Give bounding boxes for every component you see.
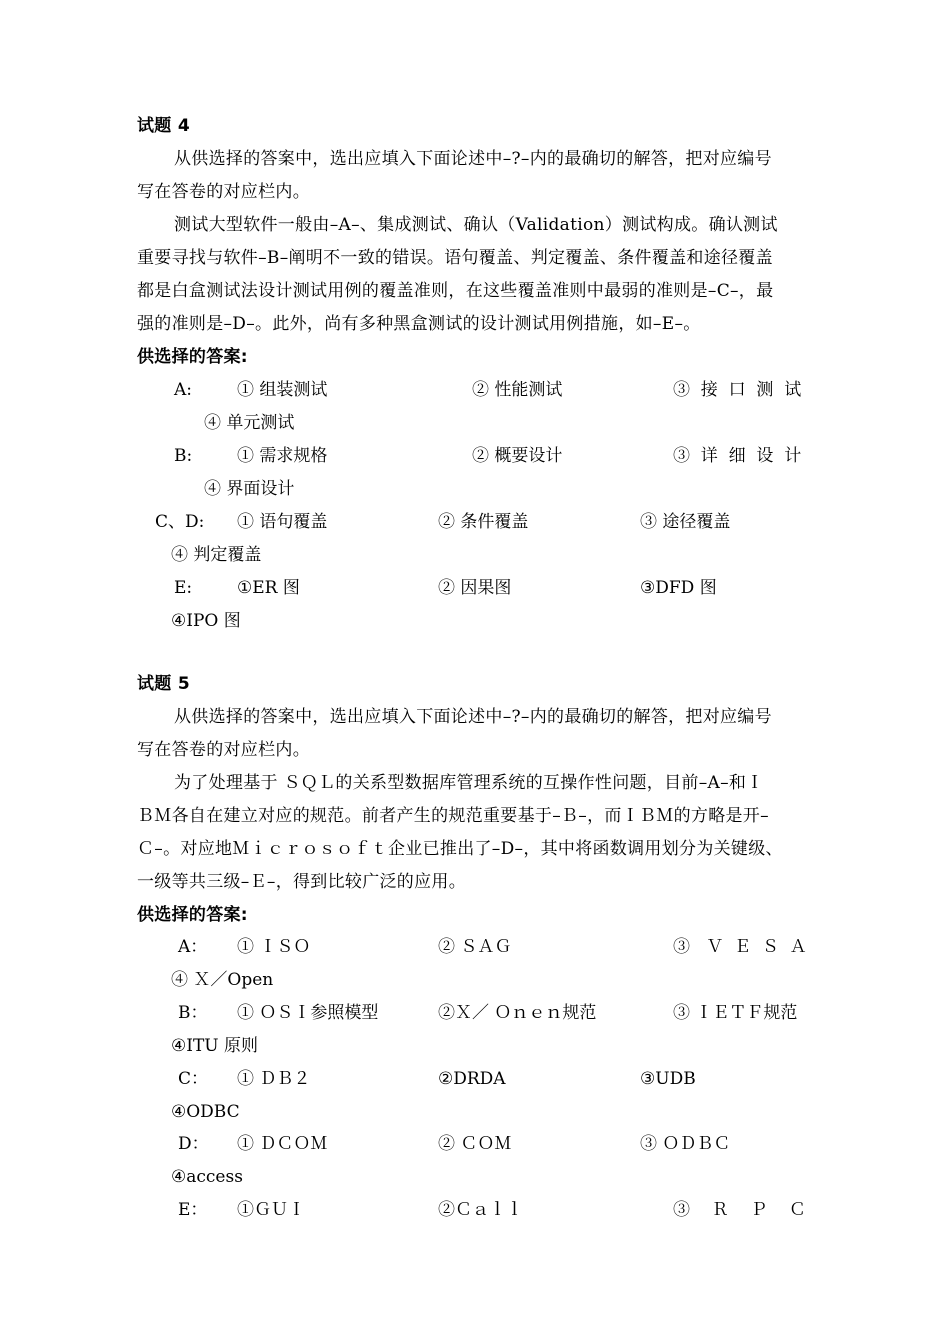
q5-a-option1: ① ＩＳＯ [237,937,311,957]
q5-a-option3: ③ Ｖ Ｅ Ｓ Ａ [673,937,807,957]
q4-e-option1: ①ER 图 [237,578,300,598]
q4-cd-option3: ③ 途径覆盖 [640,512,731,532]
q5-c-option4: ④ODBC [171,1102,240,1122]
q4-a-label: A: [174,380,193,400]
q4-answers-heading: 供选择的答案: [137,347,248,367]
q5-a-option4: ④ Ｘ／Open [171,970,274,990]
q5-a-label: A： [178,937,208,957]
q5-d-option1: ① ＤＣＯＭ [237,1134,328,1154]
q4-para-line4: 强的准则是–D–。此外，尚有多种黑盒测试的设计测试用例措施，如–E–。 [137,314,701,334]
q5-para-line3: Ｃ–。对应地Ｍｉｃｒｏｓｏｆｔ企业已推出了–D–，其中将函数调用划分为关键级、 [137,839,783,859]
q5-b-option4: ④ITU 原则 [171,1036,259,1056]
q4-para-line2: 重要寻找与软件–B–阐明不一致的错误。语句覆盖、判定覆盖、条件覆盖和途径覆盖 [137,248,773,268]
q5-intro-line2: 写在答卷的对应栏内。 [137,740,310,760]
q4-b-option3: ③ 详 细 设 计 [673,446,802,466]
q4-cd-option4: ④ 判定覆盖 [171,545,262,565]
q5-e-label: E： [178,1200,208,1220]
q4-b-label: B: [174,446,193,466]
q5-c-label: C： [178,1069,209,1089]
q4-cd-option2: ② 条件覆盖 [438,512,529,532]
q4-b-option1: ① 需求规格 [237,446,328,466]
q5-b-option1: ① ＯＳＩ参照模型 [237,1003,379,1023]
q4-a-option2: ② 性能测试 [472,380,563,400]
q5-para-line2: ＢＭ各自在建立对应的规范。前者产生的规范重要基于–Ｂ–，而ＩＢＭ的方略是开– [137,806,769,826]
q4-para-line1: 测试大型软件一般由–A–、集成测试、确认（Validation）测试构成。确认测试 [174,215,778,235]
q4-e-option3: ③DFD 图 [640,578,717,598]
q5-c-option1: ① ＤＢ２ [237,1069,311,1089]
q4-title: 试题 4 [137,116,190,136]
q4-b-option2: ② 概要设计 [472,446,563,466]
q5-answers-heading: 供选择的答案: [137,905,248,925]
q5-b-option2: ②Ｘ／ Ｏｎｅｎ规范 [438,1003,597,1023]
q5-e-option2: ②Ｃａｌｌ [438,1200,523,1220]
q4-para-line3: 都是白盒测试法设计测试用例的覆盖准则，在这些覆盖准则中最弱的准则是–C–，最 [137,281,774,301]
q5-a-option2: ② ＳＡＧ [438,937,512,957]
q4-e-option4: ④IPO 图 [171,611,241,631]
q5-d-label: D： [178,1134,209,1154]
q4-intro-line1: 从供选择的答案中，选出应填入下面论述中–?–内的最确切的解答，把对应编号 [174,149,772,169]
q5-para-line1: 为了处理基于 ＳＱＬ的关系型数据库管理系统的互操作性问题，目前–A–和Ｉ [174,773,764,793]
q4-cd-option1: ① 语句覆盖 [237,512,328,532]
q5-c-option3: ③UDB [640,1069,696,1089]
q5-e-option1: ①ＧＵＩ [237,1200,305,1220]
q5-para-line4: 一级等共三级–Ｅ–，得到比较广泛的应用。 [137,872,466,892]
q4-a-option3: ③ 接 口 测 试 [673,380,802,400]
q5-d-option3: ③ ＯＤＢＣ [640,1134,731,1154]
q5-c-option2: ②DRDA [438,1069,506,1089]
q5-intro-line1: 从供选择的答案中，选出应填入下面论述中–?–内的最确切的解答，把对应编号 [174,707,772,727]
q5-d-option2: ② ＣＯＭ [438,1134,512,1154]
q4-a-option4: ④ 单元测试 [204,413,295,433]
q5-e-option3: ③ Ｒ Ｐ Ｃ [673,1200,806,1220]
q4-e-label: E: [174,578,193,598]
q4-cd-label: C、D: [155,512,205,532]
q5-b-label: B： [178,1003,208,1023]
q5-title: 试题 5 [137,674,190,694]
q5-d-option4: ④access [171,1167,243,1187]
q4-e-option2: ② 因果图 [438,578,512,598]
q4-a-option1: ① 组装测试 [237,380,328,400]
q5-b-option3: ③ ＩＥＴＦ规范 [673,1003,798,1023]
q4-intro-line2: 写在答卷的对应栏内。 [137,182,310,202]
q4-b-option4: ④ 界面设计 [204,479,295,499]
